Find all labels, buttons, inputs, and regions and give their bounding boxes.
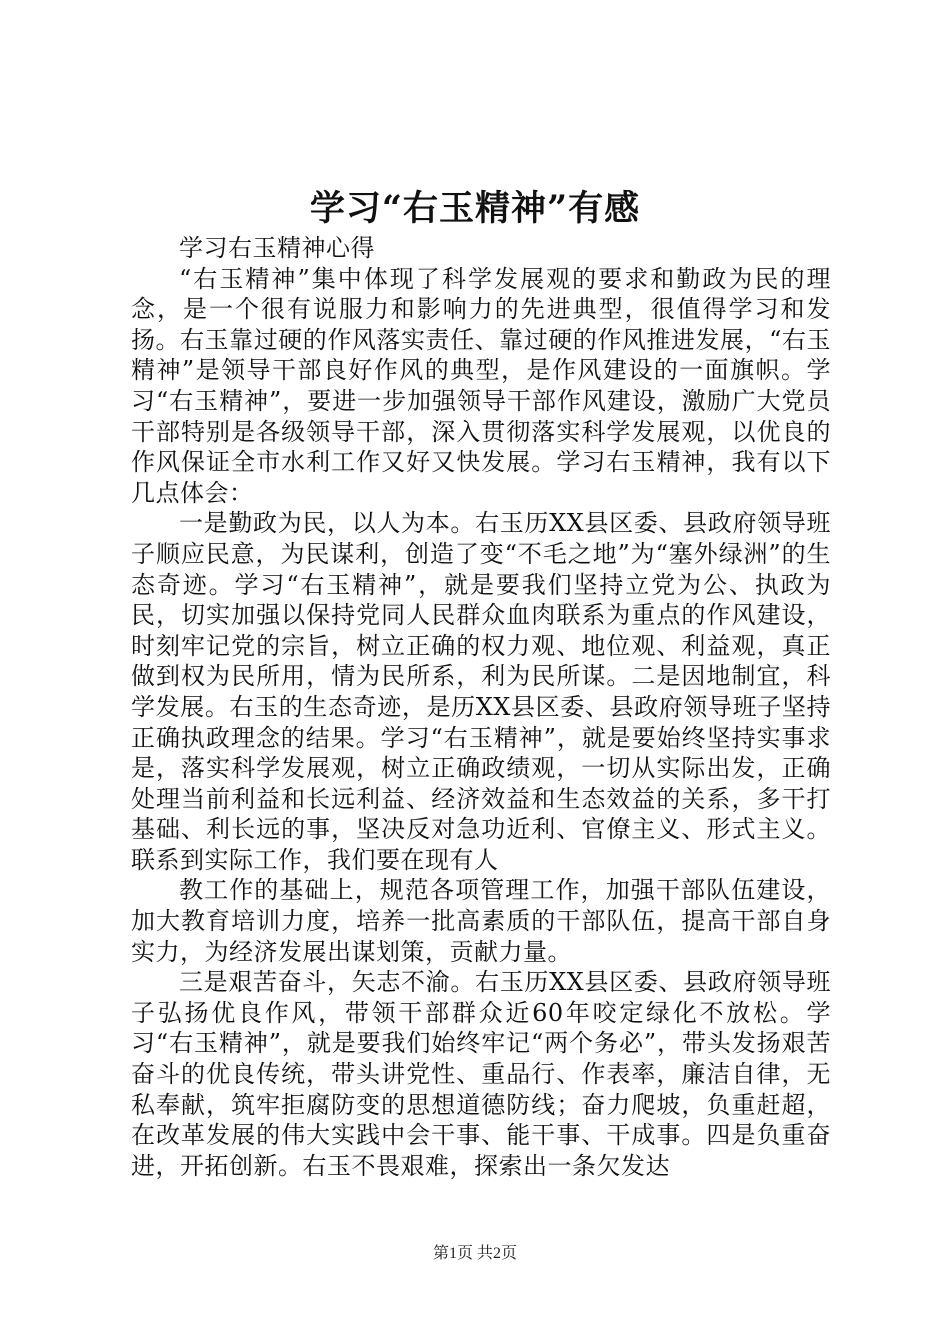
body-paragraph: 三是艰苦奋斗，矢志不渝。右玉历XX县区委、县政府领导班子弘扬优良作风，带领干部群众近60年咬定绿化不放松。学习“右玉精神”，就是要我们始终牢记“两个务必”，带头发扬艰苦奋斗的优良传统，带头讲党性、重品行、作表率，廉洁自律，无私奉献，筑牢拒腐防变的思想道德防线；奋力爬坡，负重赶超，在改革发展的伟大实践中会干事、能干事、干成事。四是负重奋进，开拓创新。右玉不畏艰难，探索出一条欠发达 [131, 968, 831, 1180]
document-title: 学习“右玉精神”有感 [309, 188, 641, 229]
body-paragraph: 教工作的基础上，规范各项管理工作，加强干部队伍建设，加大教育培训力度，培养一批高素质的干部队伍，提高干部自身实力，为经济发展出谋划策，贡献力量。 [131, 876, 831, 966]
page-number-footer: 第1页 共2页 [432, 1245, 517, 1262]
intro-paragraph: “右玉精神”集中体现了科学发展观的要求和勤政为民的理念，是一个很有说服力和影响力的先进典型，很值得学习和发扬。右玉靠过硬的作风落实责任、靠过硬的作风推进发展，“右玉精神”是领导干部良好作风的典型，是作风建设的一面旗帜。学习“右玉精神”，要进一步加强领导干部作风建设，激励广大党员干部特别是各级领导干部，深入贯彻落实科学发展观，以优良的作风保证全市水利工作又好又快发展。学习右玉精神，我有以下几点体会： [131, 264, 831, 507]
body-paragraph: 一是勤政为民，以人为本。右玉历XX县区委、县政府领导班子顺应民意，为民谋利，创造了变“不毛之地”为“塞外绿洲”的生态奇迹。学习“右玉精神”，就是要我们坚持立党为公、执政为民，切实加强以保持党同人民群众血肉联系为重点的作风建设，时刻牢记党的宗旨，树立正确的权力观、地位观、利益观，真正做到权为民所用，情为民所系，利为民所谋。二是因地制宜，科学发展。右玉的生态奇迹，是历XX县区委、县政府领导班子坚持正确执政理念的结果。学习“右玉精神”，就是要始终坚持实事求是，落实科学发展观，树立正确政绩观，一切从实际出发，正确处理当前利益和长远利益、经济效益和生态效益的关系，多干打基础、利长远的事，坚决反对急功近利、官僚主义、形式主义。联系到实际工作，我们要在现有人 [131, 509, 831, 874]
document-body [131, 233, 831, 1181]
subtitle-paragraph: 学习右玉精神心得 [179, 234, 375, 262]
